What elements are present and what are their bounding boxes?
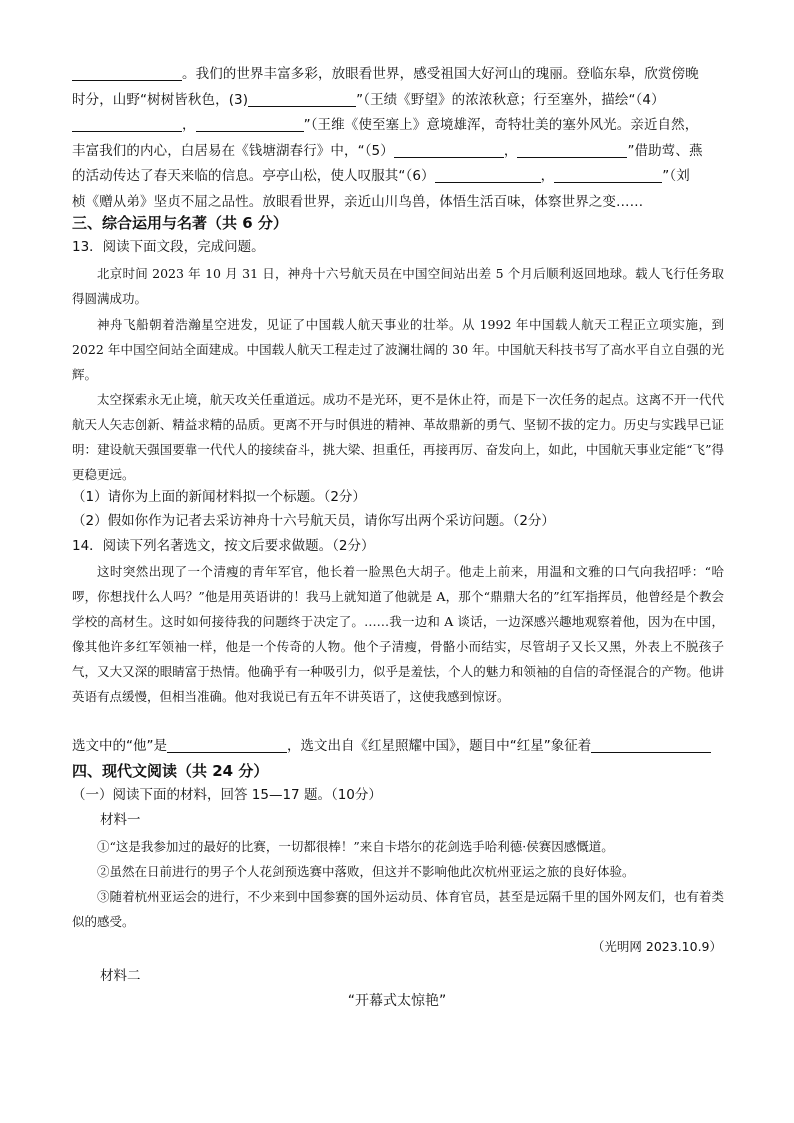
passage-line-5: 的活动传达了春天来临的信息。亭亭山松，使人叹服其“（6） ， ”（刘 xyxy=(72,168,690,184)
q13-sub-1: （1）请你为上面的新闻材料拟一个标题。（2分） xyxy=(72,489,366,505)
answer-blank-6a[interactable] xyxy=(435,166,541,183)
material-2-headline: “开幕式太惊艳” xyxy=(347,993,447,1009)
material-2-label: 材料二 xyxy=(100,968,141,984)
answer-blank-q14b[interactable] xyxy=(591,736,711,753)
answer-blank[interactable] xyxy=(72,64,182,81)
material-1-item-3: ③随着杭州亚运会的进行，不少来到中国参赛的国外运动员、体育官员，甚至是远隔千里的国外网友们，也有着类似的感受。 xyxy=(72,889,724,929)
q13-paragraph-3: 太空探索永无止境，航天攻关任重道远。成功不是光环，更不是休止符，而是下一次任务的起点。这离不开一代代航天人矢志创新、精益求精的品质。更离不开与时俱进的精神、革故鼎新的勇气、坚韧不拔的定力。历史与实践早已证明：建设航天强国要靠一代代人的接续奋斗，挑大梁、担重任，再接再厉、奋发向上，如此，中国航天事业定能“飞”得更稳更远。 xyxy=(72,392,724,482)
section-4-title: 四、现代文阅读（共 24 分） xyxy=(72,762,269,780)
passage-line-1: 。我们的世界丰富多彩，放眼看世界，感受祖国大好河山的瑰丽。登临东皋，欣赏傍晚 xyxy=(72,62,724,88)
passage-line-2: 时分，山野“树树皆秋色，(3) ”（王绩《野望》的浓浓秋意；行至塞外，描绘“（4） xyxy=(72,91,665,108)
material-1-item-1: ①“这是我参加过的最好的比赛，一切都很棒！”来自卡塔尔的花剑选手哈利德·侯赛因感慨道。 xyxy=(97,839,614,854)
answer-blank-5a[interactable] xyxy=(394,141,504,158)
answer-blank-3[interactable] xyxy=(248,90,356,107)
q13-paragraph-2: 神舟飞船朝着浩瀚星空进发，见证了中国载人航天事业的壮举。从 1992 年中国载人航天工程正立项实施，到 2022 年中国空间站全面建成。中国载人航天工程走过了波澜壮阔的 30 年。中国航天科技书写了高水平自立自强的光辉。 xyxy=(72,317,724,382)
q14-passage: 这时突然出现了一个清瘦的青年军官，他长着一脸黑色大胡子。他走上前来，用温和文雅的口气向我招呼：“哈啰，你想找什么人吗？”他是用英语讲的！我马上就知道了他就是 A，那个“鼎鼎大名的”红军指挥员，他曾经是个教会学校的高材生。这时如何接待我的问题终于决定了。……我一边和 A 谈话，一边深感兴趣地观察着他，因为在中国，像其他许多红军领袖一样，他是一个传奇的人物。他个子清瘦，骨骼小而结实，尽管胡子又长又黑，外表上不脱孩子气，又大又深的眼睛富于热情。他确乎有一种吸引力，似乎是羞怯，个人的魅力和领袖的自信的奇怪混合的产物。他讲英语有点缓慢，但相当准确。他对我说已有五年不讲英语了，这使我感到惊讶。 xyxy=(72,564,724,704)
passage-line-3: ， ”（王维《使至塞上》意境雄浑，奇特壮美的塞外风光。亲近自然， xyxy=(72,113,724,139)
q13-paragraph-1: 北京时间 2023 年 10 月 31 日，神舟十六号航天员在中国空间站出差 5 个月后顺利返回地球。载人飞行任务取得圆满成功。 xyxy=(72,266,724,306)
q13-stem: 13．阅读下面文段，完成问题。 xyxy=(72,239,265,255)
material-1-label: 材料一 xyxy=(100,812,141,828)
answer-blank-6b[interactable] xyxy=(554,166,662,183)
q14-fill-line: 选文中的“他”是 ，选文出自《红星照耀中国》，题目中“红星”象征着 xyxy=(72,735,711,757)
passage-line-6: 桢《赠从弟》坚贞不屈之品性。放眼看世界，亲近山川鸟兽，体悟生活百味，体察世界之变…… xyxy=(72,193,644,210)
part1-stem: （一）阅读下面的材料，回答 15—17 题。（10分） xyxy=(72,787,382,803)
q14-stem: 14．阅读下列名著选文，按文后要求做题。（2分） xyxy=(72,538,375,554)
passage-line-4: 丰富我们的内心，白居易在《钱塘湖春行》中，“（5） ， ”借助莺、燕 xyxy=(72,142,703,159)
answer-blank-5b[interactable] xyxy=(517,141,627,158)
q13-sub-2: （2）假如你作为记者去采访神舟十六号航天员，请你写出两个采访问题。（2分） xyxy=(72,513,555,529)
section-3-title: 三、综合运用与名著（共 6 分） xyxy=(72,214,288,232)
answer-blank-4b[interactable] xyxy=(196,115,304,132)
poem-passage xyxy=(72,62,724,215)
material-1-source: （光明网 2023.10.9） xyxy=(591,939,722,954)
material-1-item-2: ②虽然在日前进行的男子个人花剑预选赛中落败，但这并不影响他此次杭州亚运之旅的良好体验。 xyxy=(97,864,635,879)
answer-blank-q14a[interactable] xyxy=(167,736,287,753)
answer-blank-4a[interactable] xyxy=(72,115,182,132)
